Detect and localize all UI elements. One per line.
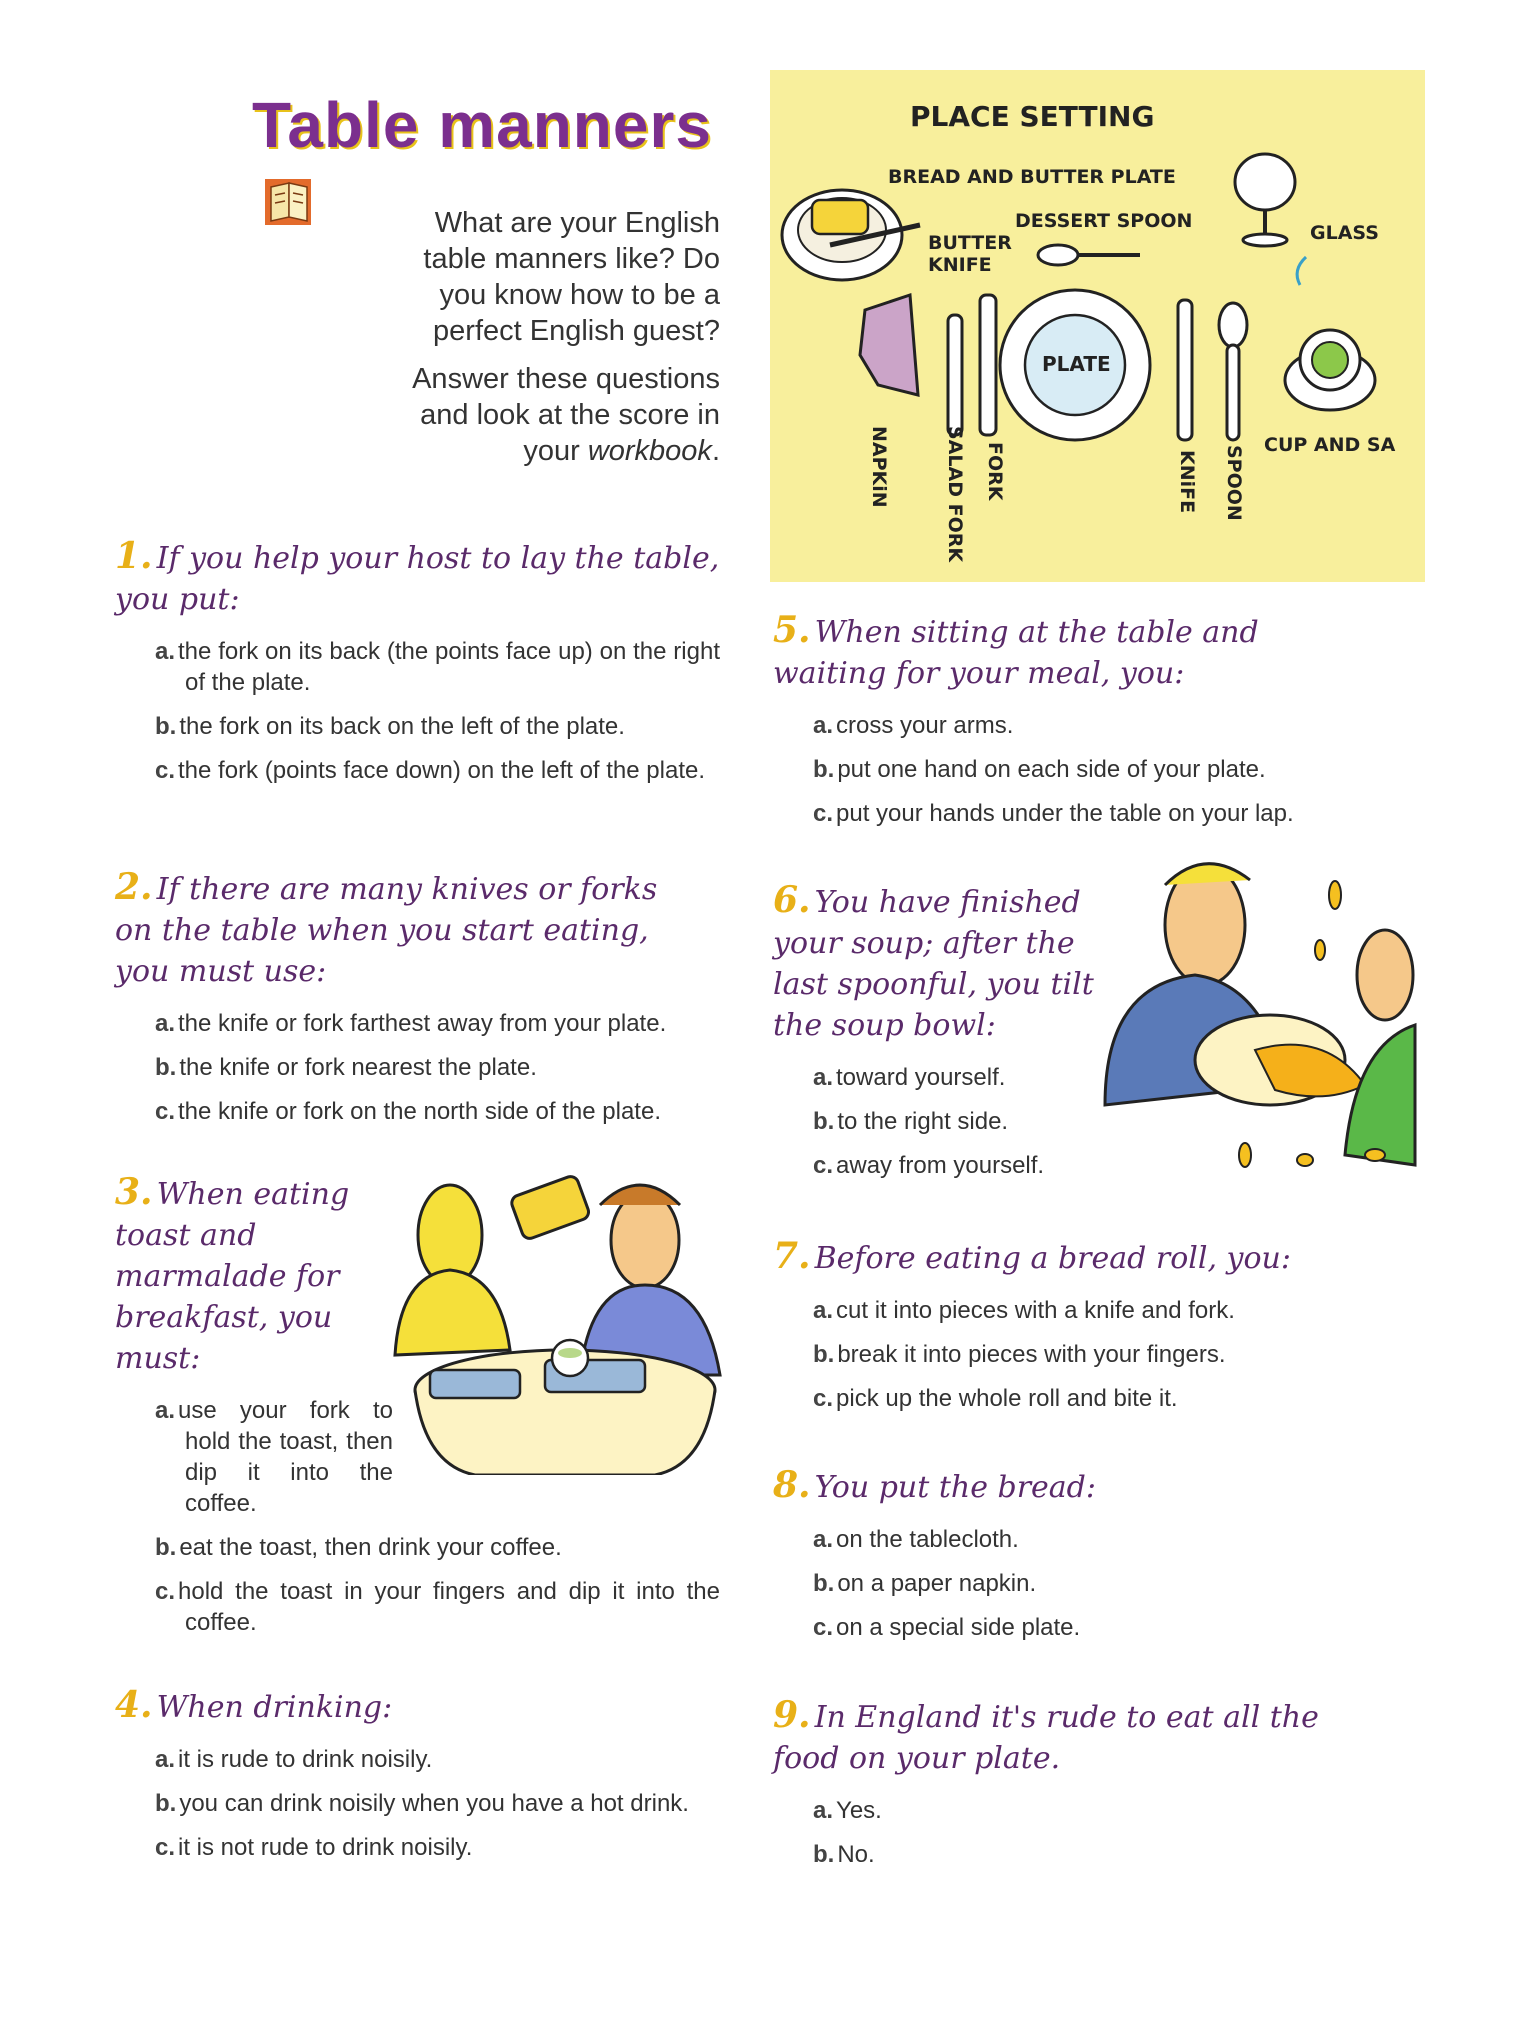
option-2a[interactable]: a. the knife or fork farthest away from your plate.: [155, 1010, 667, 1037]
question-7-heading: 7. Before eating a bread roll, you:: [773, 1235, 1291, 1277]
option-9b[interactable]: b. No.: [813, 1841, 875, 1868]
question-8: [773, 1465, 1413, 1656]
label-knife-butter: KNIFE: [928, 254, 992, 276]
option-4b[interactable]: b. you can drink noisily when you have a hot drink.: [155, 1790, 689, 1817]
intro-questions: What are your English table manners like? Do you know how to be a perfect English guest?: [423, 207, 720, 347]
option-5b[interactable]: b. put one hand on each side of your plate.: [813, 756, 1266, 783]
book-icon: [263, 173, 315, 229]
option-3c[interactable]: c. hold the toast in your fingers and dip it into the coffee.: [155, 1578, 720, 1636]
option-8c[interactable]: c. on a special side plate.: [813, 1614, 1081, 1641]
label-butter: BUTTER: [928, 232, 1012, 254]
label-knife: KNiFE: [1176, 450, 1198, 514]
option-4c[interactable]: c. it is not rude to drink noisily.: [155, 1834, 473, 1861]
option-3a[interactable]: a. use your fork to hold the toast, then dip it into the coffee.: [155, 1397, 393, 1517]
place-setting-heading: PLACE SETTING: [910, 100, 1155, 133]
soup-illustration: [1095, 855, 1425, 1175]
question-7: [773, 1236, 1413, 1427]
option-1a[interactable]: a. the fork on its back (the points face up) on the right of the plate.: [155, 638, 720, 696]
question-5-heading: 5. When sitting at the table and waiting for your meal, you:: [773, 609, 1259, 691]
question-6: [773, 880, 1103, 1194]
question-8-heading: 8. You put the bread:: [773, 1464, 1096, 1506]
option-1c[interactable]: c. the fork (points face down) on the left of the plate.: [155, 757, 705, 784]
question-5: [773, 610, 1413, 842]
question-2-heading: 2. If there are many knives or forks on the table when you start eating, you must use:: [115, 866, 658, 989]
question-6-heading: 6. You have finished your soup; after the last spoonful, you tilt the soup bowl:: [773, 879, 1094, 1043]
breakfast-illustration: [385, 1155, 730, 1475]
label-plate: PLATE: [1042, 352, 1111, 376]
question-3-more-options: [155, 1532, 720, 1651]
option-1b[interactable]: b. the fork on its back on the left of the plate.: [155, 713, 625, 740]
page-title: Table manners: [252, 89, 712, 161]
question-1-heading: 1. If you help your host to lay the table, you put:: [115, 535, 720, 617]
question-3-heading: 3. When eating toast and marmalade for breakfast, you must:: [115, 1171, 350, 1376]
option-3b[interactable]: b. eat the toast, then drink your coffee.: [155, 1534, 562, 1561]
option-6b[interactable]: b. to the right side.: [813, 1108, 1009, 1135]
question-4-heading: 4. When drinking:: [115, 1684, 393, 1726]
option-6c[interactable]: c. away from yourself.: [813, 1152, 1045, 1179]
option-4a[interactable]: a. it is rude to drink noisily.: [155, 1746, 433, 1773]
option-8b[interactable]: b. on a paper napkin.: [813, 1570, 1037, 1597]
label-cup-and-saucer: CUP AND SA: [1264, 434, 1396, 456]
label-glass: GLASS: [1310, 222, 1379, 244]
question-2: [115, 867, 720, 1140]
question-3: [115, 1171, 393, 1532]
workbook-word: workbook: [587, 435, 712, 467]
option-2c[interactable]: c. the knife or fork on the north side of the plate.: [155, 1098, 661, 1125]
label-bread-plate: BREAD AND BUTTER PLATE: [888, 166, 1176, 188]
label-spoon: SPOON: [1223, 445, 1245, 521]
question-9: [773, 1695, 1333, 1883]
label-fork: FORK: [984, 442, 1006, 501]
option-8a[interactable]: a. on the tablecloth.: [813, 1526, 1019, 1553]
label-napkin: NAPKiN: [868, 426, 890, 508]
question-4: [115, 1685, 720, 1876]
option-6a[interactable]: a. toward yourself.: [813, 1064, 1006, 1091]
label-dessert-spoon: DESSERT SPOON: [1015, 210, 1193, 232]
place-setting-illustration: [770, 70, 1425, 582]
question-9-heading: 9. In England it's rude to eat all the food on your plate.: [773, 1694, 1319, 1776]
option-7c[interactable]: c. pick up the whole roll and bite it.: [813, 1385, 1178, 1412]
option-5a[interactable]: a. cross your arms.: [813, 712, 1014, 739]
label-salad-fork: SALAD FORK: [944, 426, 966, 563]
intro-text: [370, 205, 720, 481]
question-1: [115, 536, 720, 799]
option-2b[interactable]: b. the knife or fork nearest the plate.: [155, 1054, 537, 1081]
option-5c[interactable]: c. put your hands under the table on your lap.: [813, 800, 1294, 827]
option-9a[interactable]: a. Yes.: [813, 1797, 882, 1824]
option-7a[interactable]: a. cut it into pieces with a knife and fork.: [813, 1297, 1235, 1324]
option-7b[interactable]: b. break it into pieces with your fingers.: [813, 1341, 1226, 1368]
intro-instructions: Answer these questions and look at the score in your workbook.: [412, 363, 720, 467]
